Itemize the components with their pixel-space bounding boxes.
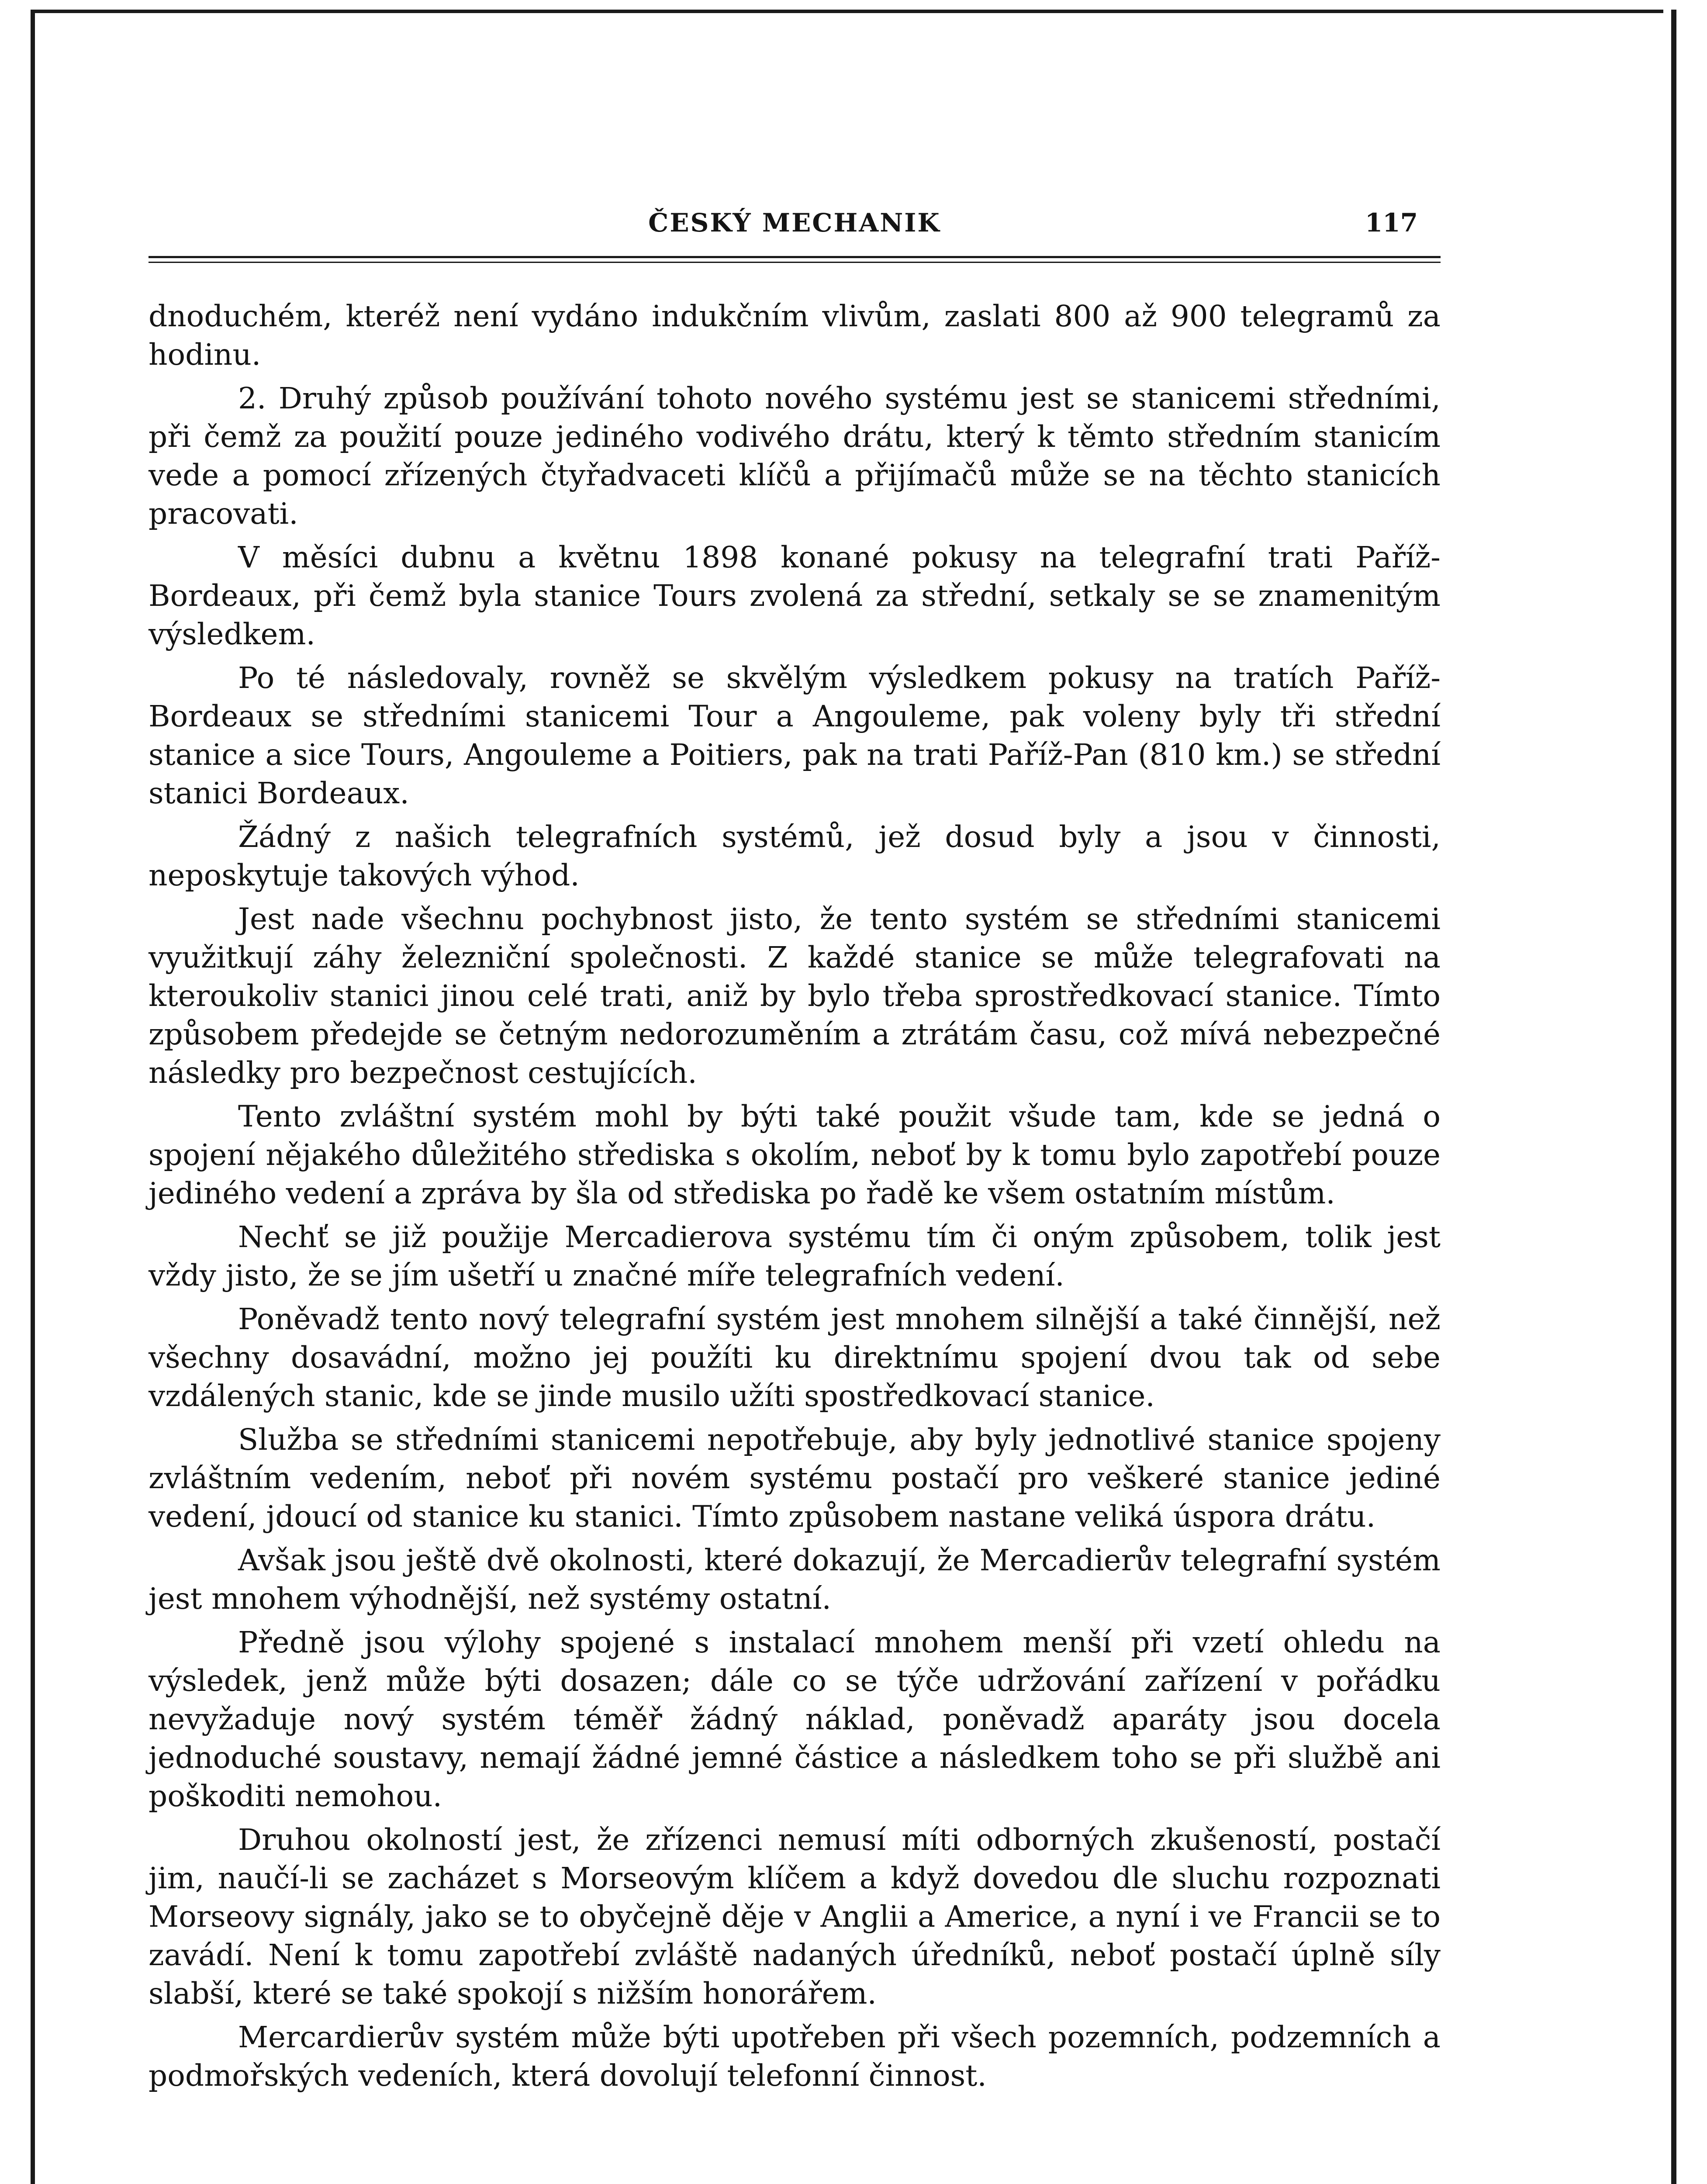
paragraph: Mercardierův systém může býti upotřeben při všech pozemních, podzemních a podmořských vedeních, která dovolují telefonní činnost. [149, 2020, 1441, 2093]
paragraph: Avšak jsou ještě dvě okolnosti, které dokazují, že Mercadierův telegrafní systém jest mnohem výhodnější, než systémy ostatní. [149, 1543, 1441, 1616]
header-rule [149, 256, 1441, 263]
paragraph: 2. Druhý způsob používání tohoto nového systému jest se stanicemi středními, při čemž za použití pouze jediného vodivého drátu, který k těmto středním stanicím vede a pomocí zřízených čtyřadvaceti klíčů a přijímačů může se na těchto stanicích pracovati. [149, 381, 1441, 531]
paragraph: Po té následovaly, rovněž se skvělým výsledkem pokusy na tratích Paříž-Bordeaux se středními stanicemi Tour a Angouleme, pak voleny byly tři střední stanice a sice Tours, Angouleme a Poitiers, pak na trati Paříž-Pan (810 km.) se střední stanici Bordeaux. [149, 660, 1441, 810]
paragraph: Nechť se již použije Mercadierova systému tím či oným způsobem, tolik jest vždy jisto, že se jím ušetří u značné míře telegrafních vedení. [149, 1220, 1441, 1292]
page-number: 117 [1365, 208, 1418, 238]
paragraph: Poněvadž tento nový telegrafní systém jest mnohem silnější a také činnější, než všechny dosavádní, možno jej použíti ku direktnímu spojení dvou tak od sebe vzdálených stanic, kde se jinde musilo užíti spostředkovací stanice. [149, 1302, 1441, 1413]
paragraph: Předně jsou výlohy spojené s instalací mnohem menší při vzetí ohledu na výsledek, jenž může býti dosazen; dále co se týče udržování zařízení v pořádku nevyžaduje nový systém téměř žádný náklad, poněvadž aparáty jsou docela jednoduché soustavy, nemají žádné jemné částice a následkem toho se při službě ani poškoditi nemohou. [149, 1625, 1441, 1813]
paragraph: Služba se středními stanicemi nepotřebuje, aby byly jednotlivé stanice spojeny zvláštním vedením, neboť při novém systému postačí pro veškeré stanice jediné vedení, jdoucí od stanice ku stanici. Tímto způsobem nastane veliká úspora drátu. [149, 1422, 1441, 1534]
paragraph: Jest nade všechnu pochybnost jisto, že tento systém se středními stanicemi využitkují záhy železniční společnosti. Z každé stanice se může telegrafovati na kteroukoliv stanici jinou celé trati, aniž by bylo třeba sprostředkovací stanice. Tímto způsobem předejde se četným nedorozuměním a ztrátám času, což mívá nebezpečné následky pro bezpečnost cestujících. [149, 902, 1441, 1090]
article-body [149, 297, 1441, 2100]
paragraph: Žádný z našich telegrafních systémů, jež dosud byly a jsou v činnosti, neposkytuje takových výhod. [149, 819, 1441, 892]
paragraph: dnoduchém, kteréž není vydáno indukčním vlivům, zaslati 800 až 900 telegramů za hodinu. [149, 299, 1441, 372]
page-header [149, 208, 1441, 243]
paragraph: V měsíci dubnu a květnu 1898 konané pokusy na telegrafní trati Paříž-Bordeaux, při čemž byla stanice Tours zvolená za střední, setkaly se se znamenitým výsledkem. [149, 540, 1441, 651]
paragraph: Tento zvláštní systém mohl by býti také použit všude tam, kde se jedná o spojení nějakého důležitého střediska s okolím, neboť by k tomu bylo zapotřebí pouze jediného vedení a zpráva by šla od střediska po řadě ke všem ostatním místům. [149, 1099, 1441, 1210]
scan-edge [1671, 10, 1676, 2184]
running-head: ČESKÝ MECHANIK [648, 208, 941, 238]
paragraph: Druhou okolností jest, že zřízenci nemusí míti odborných zkušeností, postačí jim, naučí-li se zacházet s Morseovým klíčem a když dovedou dle sluchu rozpoznati Morseovy signály, jako se to obyčejně děje v Anglii a Americe, a nyní i ve Francii se to zavádí. Není k tomu zapotřebí zvláště nadaných úředníků, neboť postačí úplně síly slabší, které se také spokojí s nižším honorářem. [149, 1822, 1441, 2011]
